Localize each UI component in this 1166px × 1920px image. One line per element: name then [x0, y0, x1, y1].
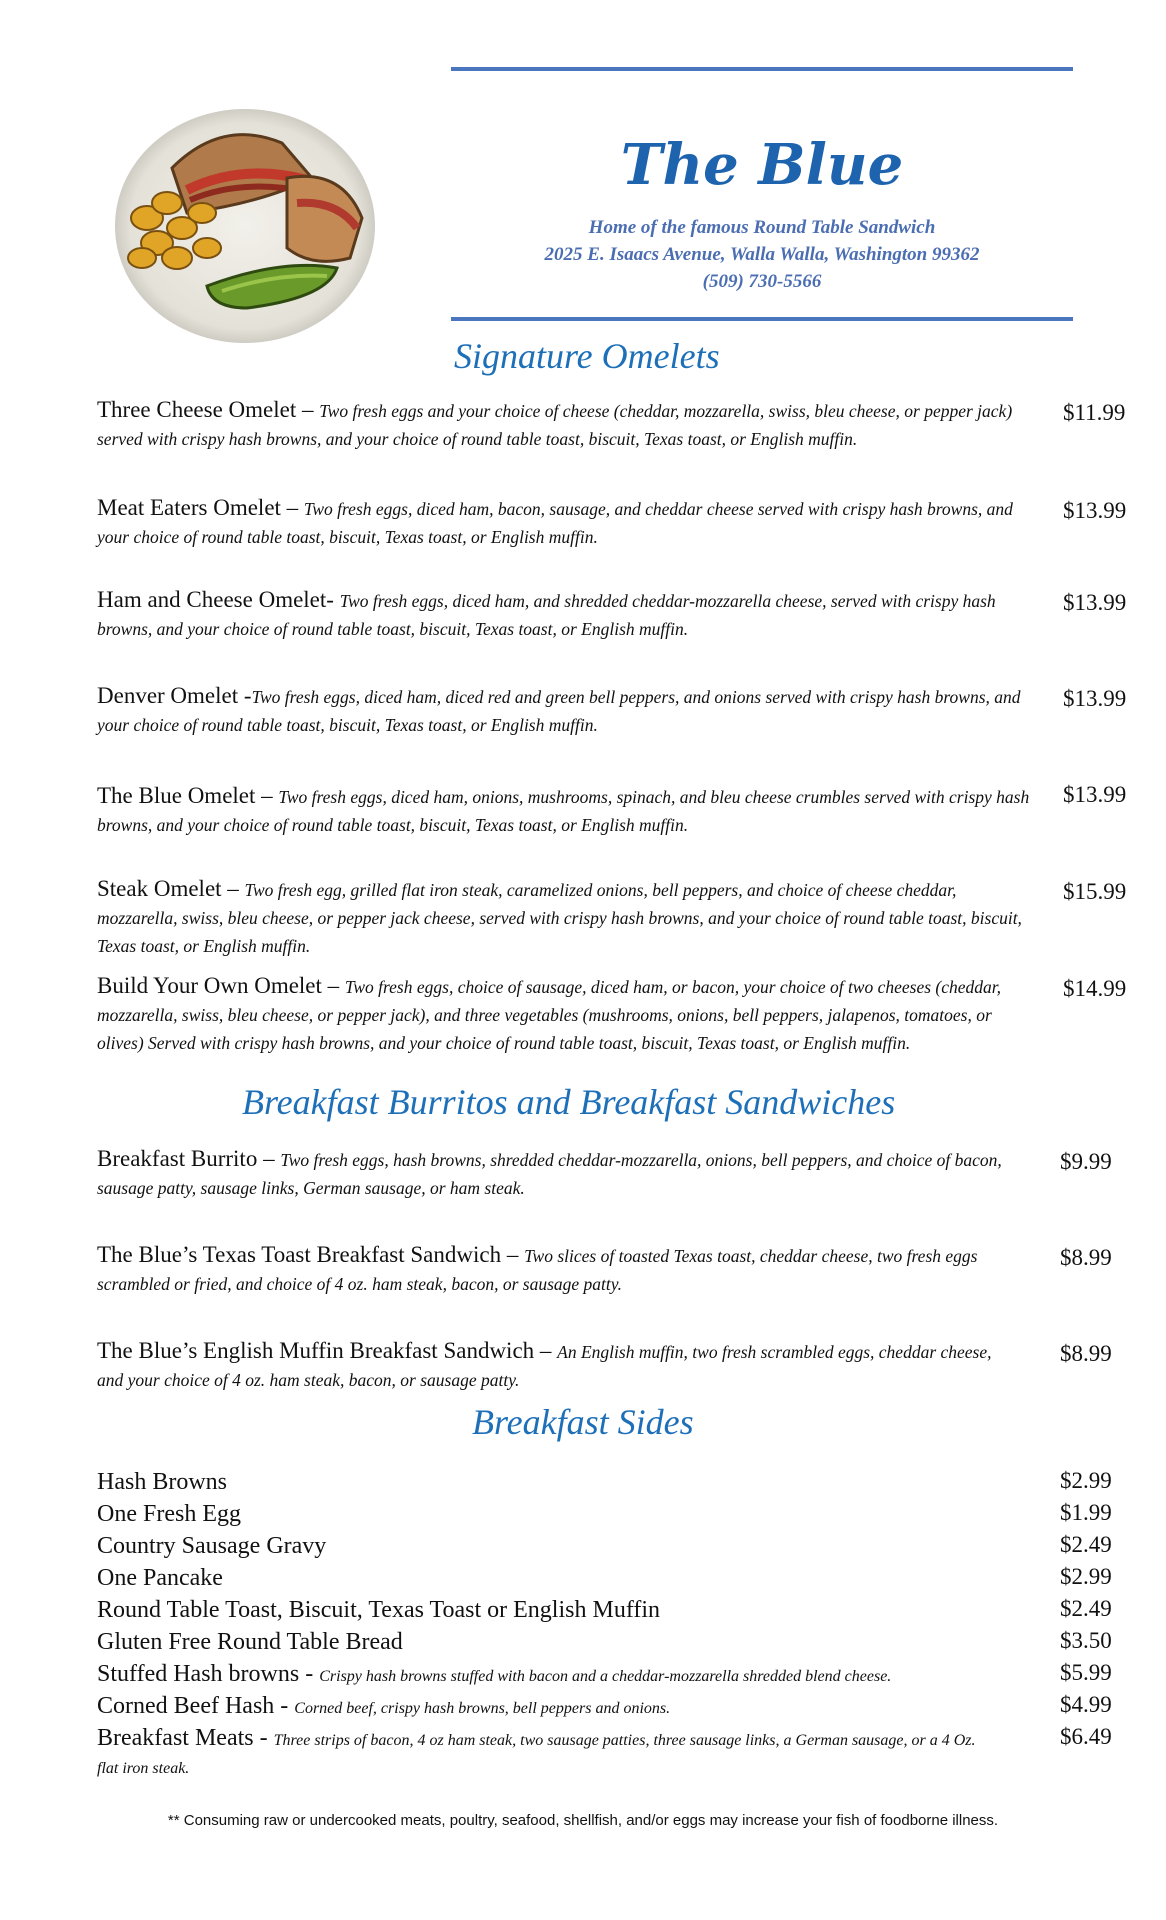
restaurant-name: The Blue — [620, 132, 904, 198]
menu-item: The Blue Omelet – Two fresh eggs, diced ham, onions, mushrooms, spinach, and bleu cheese crumbles served with crispy hash browns, and your choice of round table toast, biscuit, Texas toast, or English muffin. — [97, 783, 1030, 835]
item-name: Gluten Free Round Table Bread — [97, 1629, 403, 1655]
menu-item: Denver Omelet -Two fresh eggs, diced ham, diced red and green bell peppers, and onions served with crispy hash browns, and your choice of round table toast, biscuit, Texas toast, or English muffin. — [97, 683, 1021, 735]
item-name: Ham and Cheese Omelet — [97, 587, 327, 612]
side-item: Breakfast Meats - Three strips of bacon, 4 oz ham steak, two sausage patties, three sausage links, a German sausage, or a 4 Oz. flat iron steak. $6.49 — [97, 1724, 1112, 1777]
item-name: Stuffed Hash browns — [97, 1661, 300, 1687]
item-description: Two fresh eggs, diced ham, bacon, sausage, and cheddar cheese served with crispy hash browns, and your choice of round table toast, biscuit, Texas toast, or English muffin. — [97, 499, 1013, 547]
item-price: $4.99 — [1060, 1692, 1112, 1717]
header-bottom-rule — [451, 317, 1073, 321]
item-price: $8.99 — [1060, 1245, 1112, 1270]
item-name: Steak Omelet — [97, 876, 222, 901]
item-name: Country Sausage Gravy — [97, 1533, 327, 1559]
section-title-burritos: Breakfast Burritos and Breakfast Sandwiches — [242, 1082, 896, 1122]
item-price: $13.99 — [1063, 686, 1127, 711]
item-description: Corned beef, crispy hash browns, bell peppers and onions. — [294, 1700, 671, 1717]
side-item — [97, 1562, 1117, 1594]
item-name: Meat Eaters Omelet — [97, 495, 281, 520]
restaurant-header — [451, 130, 1073, 295]
item-price: $2.99 — [1060, 1468, 1112, 1493]
item-name: Round Table Toast, Biscuit, Texas Toast or English Muffin — [97, 1597, 661, 1623]
item-price: $2.49 — [1060, 1596, 1112, 1621]
item-name: The Blue’s English Muffin Breakfast Sandwich — [97, 1338, 535, 1363]
section-title-omelets: Signature Omelets — [454, 336, 720, 376]
side-item: Corned Beef Hash - Corned beef, crispy hash browns, bell peppers and onions. $4.99 — [97, 1692, 1112, 1719]
side-item — [97, 1626, 1117, 1658]
side-item — [97, 1466, 1117, 1498]
side-item — [97, 1594, 1117, 1626]
item-description: Two fresh egg, grilled flat iron steak, caramelized onions, bell peppers, and choice of cheese cheddar, mozzarella, swiss, bleu cheese, or pepper jack cheese, served with crispy hash browns, and your choice of round table toast, biscuit, Texas toast, or English muffin. — [97, 880, 1022, 956]
food-safety-disclaimer: ** Consuming raw or undercooked meats, poultry, seafood, shellfish, and/or eggs may increase your fish of foodborne illness. — [167, 1812, 999, 1829]
sandwich-plate-illustration — [112, 108, 382, 348]
menu-item: The Blue’s Texas Toast Breakfast Sandwich – Two slices of toasted Texas toast, cheddar cheese, two fresh eggs scrambled or fried, and choice of 4 oz. ham steak, bacon, or sausage patty. — [97, 1242, 978, 1294]
item-description: Two fresh eggs and your choice of cheese (cheddar, mozzarella, swiss, bleu cheese, or pepper jack) served with crispy hash browns, and your choice of round table toast, biscuit, Texas toast, or English muffin. — [97, 401, 1013, 449]
item-description: Three strips of bacon, 4 oz ham steak, two sausage patties, three sausage links, a German sausage, or a 4 Oz. flat iron steak. — [97, 1732, 976, 1777]
item-name: Denver Omelet — [97, 683, 239, 708]
header-top-rule — [451, 67, 1073, 71]
menu-item: Breakfast Burrito – Two fresh eggs, hash browns, shredded cheddar-mozzarella, onions, bell peppers, and choice of bacon, sausage patty, sausage links, German sausage, or ham steak. — [97, 1146, 1002, 1198]
menu-item: Build Your Own Omelet – Two fresh eggs, choice of sausage, diced ham, or bacon, your choice of two cheeses (cheddar, mozzarella, swiss, bleu cheese, or pepper jack), and three vegetables (mushrooms, onions, bell peppers, jalapenos, tomatoes, or olives) Served with crispy hash browns, and your choice of round table toast, biscuit, Texas toast, or English muffin. — [97, 973, 1002, 1053]
item-price: $8.99 — [1060, 1341, 1112, 1366]
item-name: Build Your Own Omelet — [97, 973, 322, 998]
item-name: One Pancake — [97, 1565, 223, 1591]
item-name: The Blue’s Texas Toast Breakfast Sandwich — [97, 1242, 502, 1267]
item-price: $13.99 — [1063, 590, 1127, 615]
item-description: Two fresh eggs, diced ham, onions, mushrooms, spinach, and bleu cheese crumbles served with crispy hash browns, and your choice of round table toast, biscuit, Texas toast, or English muffin. — [97, 787, 1030, 835]
item-name: Breakfast Burrito — [97, 1146, 258, 1171]
item-price: $2.49 — [1060, 1532, 1112, 1557]
menu-item: Three Cheese Omelet – Two fresh eggs and your choice of cheese (cheddar, mozzarella, swiss, bleu cheese, or pepper jack) served with crispy hash browns, and your choice of round table toast, biscuit, Texas toast, or English muffin. — [97, 397, 1013, 449]
item-name: Corned Beef Hash — [97, 1693, 275, 1719]
side-item — [97, 1498, 1117, 1530]
item-name: Breakfast Meats — [97, 1725, 254, 1751]
item-description: Two fresh eggs, hash browns, shredded cheddar-mozzarella, onions, bell peppers, and choice of bacon, sausage patty, sausage links, German sausage, or ham steak. — [97, 1150, 1002, 1198]
item-price: $2.99 — [1060, 1564, 1112, 1589]
item-description: Two fresh eggs, choice of sausage, diced ham, or bacon, your choice of two cheeses (cheddar, mozzarella, swiss, bleu cheese, or pepper jack), and three vegetables (mushrooms, onions, bell peppers, jalapenos, tomatoes, or olives) Served with crispy hash browns, and your choice of round table toast, biscuit, Texas toast, or English muffin. — [97, 977, 1002, 1053]
menu-item: Meat Eaters Omelet – Two fresh eggs, diced ham, bacon, sausage, and cheddar cheese served with crispy hash browns, and your choice of round table toast, biscuit, Texas toast, or English muffin. — [97, 495, 1013, 547]
item-price: $1.99 — [1060, 1500, 1112, 1525]
item-price: $15.99 — [1063, 879, 1127, 904]
side-item: Stuffed Hash browns - Crispy hash browns stuffed with bacon and a cheddar-mozzarella shredded blend cheese. $5.99 — [97, 1660, 1112, 1687]
side-item — [97, 1530, 1117, 1562]
item-price: $6.49 — [1060, 1724, 1112, 1749]
item-price: $13.99 — [1063, 782, 1127, 807]
item-name: Hash Browns — [97, 1469, 227, 1495]
item-name: One Fresh Egg — [97, 1501, 241, 1527]
item-price: $5.99 — [1060, 1660, 1112, 1685]
phone: (509) 730-5566 — [702, 271, 822, 292]
section-title-sides: Breakfast Sides — [472, 1402, 694, 1442]
item-description: Two fresh eggs, diced ham, diced red and green bell peppers, and onions served with crispy hash browns, and your choice of round table toast, biscuit, Texas toast, or English muffin. — [97, 687, 1021, 735]
item-description: Two slices of toasted Texas toast, cheddar cheese, two fresh eggs scrambled or fried, and choice of 4 oz. ham steak, bacon, or sausage patty. — [97, 1246, 978, 1294]
address: 2025 E. Isaacs Avenue, Walla Walla, Washington 99362 — [544, 244, 980, 265]
item-name: Three Cheese Omelet — [97, 397, 297, 422]
item-price: $9.99 — [1060, 1149, 1112, 1174]
item-description: Two fresh eggs, diced ham, and shredded cheddar-mozzarella cheese, served with crispy hash browns, and your choice of round table toast, biscuit, Texas toast, or English muffin. — [97, 591, 996, 639]
tagline: Home of the famous Round Table Sandwich — [588, 217, 936, 238]
item-price: $3.50 — [1060, 1628, 1112, 1653]
menu-item: The Blue’s English Muffin Breakfast Sandwich – An English muffin, two fresh scrambled eggs, cheddar cheese, and your choice of 4 oz. ham steak, bacon, or sausage patty. — [97, 1338, 992, 1390]
menu-item: Ham and Cheese Omelet- Two fresh eggs, diced ham, and shredded cheddar-mozzarella cheese, served with crispy hash browns, and your choice of round table toast, biscuit, Texas toast, or English muffin. — [97, 587, 996, 639]
menu-item: Steak Omelet – Two fresh egg, grilled flat iron steak, caramelized onions, bell peppers, and choice of cheese cheddar, mozzarella, swiss, bleu cheese, or pepper jack cheese, served with crispy hash browns, and your choice of round table toast, biscuit, Texas toast, or English muffin. — [97, 876, 1022, 956]
item-description: An English muffin, two fresh scrambled eggs, cheddar cheese, and your choice of 4 oz. ham steak, bacon, or sausage patty. — [97, 1342, 992, 1390]
item-price: $14.99 — [1063, 976, 1127, 1001]
item-price: $13.99 — [1063, 498, 1127, 523]
item-description: Crispy hash browns stuffed with bacon and a cheddar-mozzarella shredded blend cheese. — [319, 1668, 892, 1685]
item-price: $11.99 — [1063, 400, 1126, 425]
item-name: The Blue Omelet — [97, 783, 256, 808]
